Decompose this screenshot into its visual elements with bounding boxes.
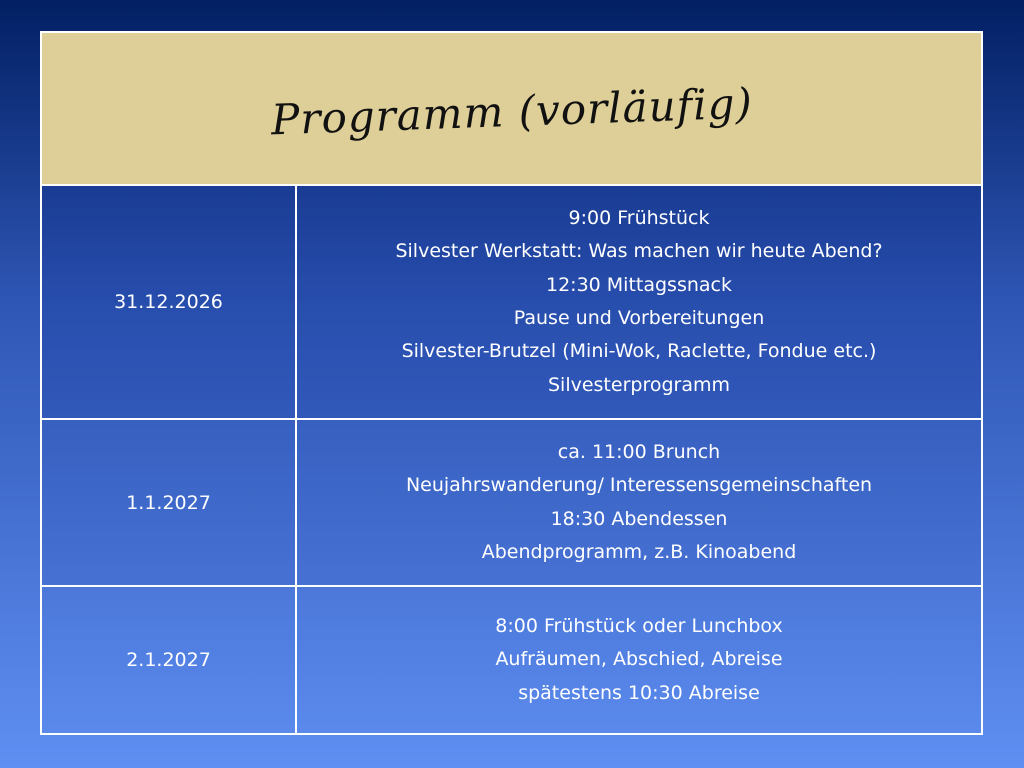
table-row — [42, 420, 981, 587]
date-cell: 2.1.2027 — [42, 587, 297, 733]
program-items — [297, 587, 981, 733]
date-cell: 1.1.2027 — [42, 420, 297, 585]
program-items — [297, 186, 981, 418]
table-header — [42, 33, 981, 186]
program-item: Abendprogramm, z.B. Kinoabend — [481, 540, 797, 563]
program-item: 9:00 Frühstück — [568, 207, 710, 230]
program-item: ca. 11:00 Brunch — [557, 440, 721, 463]
program-item: Pause und Vorbereitungen — [513, 307, 765, 329]
program-item: 12:30 Mittagssnack — [545, 273, 732, 296]
program-item: Silvester Werkstatt: Was machen wir heute Abend? — [395, 240, 883, 263]
program-items — [297, 420, 981, 585]
program-item: spätestens 10:30 Abreise — [518, 681, 760, 704]
table-row — [42, 186, 981, 420]
program-item: Aufräumen, Abschied, Abreise — [495, 648, 783, 671]
program-item: Neujahrswanderung/ Interessensgemeinschaften — [405, 474, 873, 497]
program-item: 18:30 Abendessen — [550, 507, 728, 530]
page-title: Programm (vorläufig) — [269, 78, 754, 145]
table-row — [42, 587, 981, 733]
date-cell: 31.12.2026 — [42, 186, 297, 418]
program-item: 8:00 Frühstück oder Lunchbox — [495, 615, 783, 638]
program-item: Silvesterprogramm — [547, 373, 730, 396]
program-item: Silvester-Brutzel (Mini-Wok, Raclette, Fondue etc.) — [401, 340, 877, 363]
program-table — [40, 31, 983, 735]
